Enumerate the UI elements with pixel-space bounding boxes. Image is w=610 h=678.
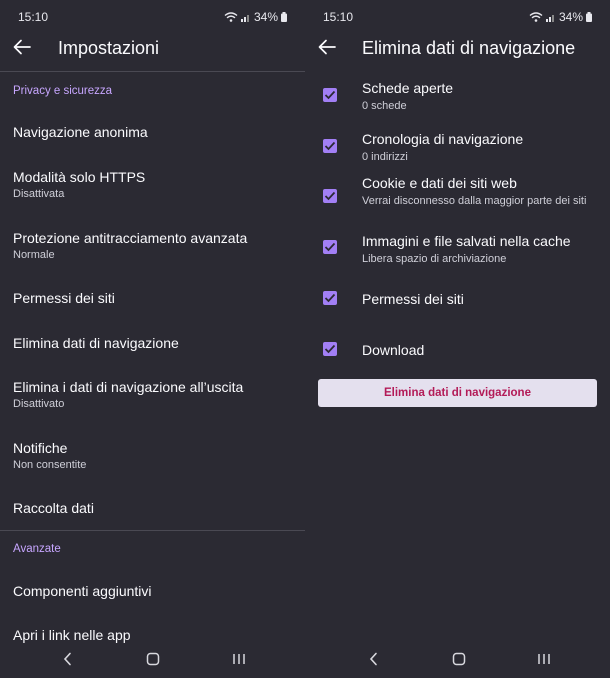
option-browsing-history[interactable] — [362, 131, 598, 164]
option-downloads[interactable] — [362, 342, 598, 358]
option-subtitle: Libera spazio di archiviazione — [362, 253, 507, 265]
checkbox-cookies-site-data[interactable] — [323, 189, 337, 203]
section-header-privacy: Privacy e sicurezza — [13, 85, 113, 97]
setting-title: Permessi dei siti — [13, 290, 115, 306]
system-nav-bar — [305, 648, 610, 672]
battery-icon — [586, 12, 592, 22]
setting-value: Disattivato — [13, 398, 65, 410]
signal-icon — [241, 12, 251, 22]
delete-browsing-data-button[interactable]: Elimina dati di navigazione — [318, 379, 597, 407]
recents-icon — [232, 652, 246, 666]
home-square-icon — [452, 652, 466, 666]
battery-icon — [281, 12, 287, 22]
setting-title: Modalità solo HTTPS — [13, 169, 146, 185]
setting-value: Disattivata — [13, 188, 65, 200]
option-site-permissions[interactable] — [362, 291, 598, 307]
recents-icon — [537, 652, 551, 666]
checkbox-open-tabs[interactable] — [323, 88, 337, 102]
option-title: Cookie e dati dei siti web — [362, 175, 517, 191]
option-subtitle: 0 indirizzi — [362, 151, 408, 163]
battery-level: 34% — [558, 10, 583, 24]
option-subtitle: Verrai disconnesso dalla maggior parte dei siti — [362, 195, 587, 207]
home-square-icon — [146, 652, 160, 666]
option-cookies-site-data[interactable] — [362, 175, 598, 208]
nav-recents-button[interactable] — [229, 652, 249, 668]
option-title: Schede aperte — [362, 80, 454, 96]
option-open-tabs[interactable] — [362, 80, 598, 113]
battery-level: 34% — [253, 10, 278, 24]
checkbox-site-permissions[interactable] — [323, 291, 337, 305]
section-header-advanced: Avanzate — [13, 543, 61, 555]
app-bar — [305, 30, 610, 66]
divider — [0, 530, 305, 531]
option-title: Download — [362, 342, 425, 358]
setting-title: Notifiche — [13, 440, 68, 456]
page-title: Impostazioni — [58, 38, 160, 58]
setting-title: Raccolta dati — [13, 500, 94, 516]
chevron-left-icon — [369, 652, 379, 666]
setting-delete-browsing-data[interactable] — [13, 335, 297, 351]
checkmark-icon — [324, 293, 336, 303]
setting-data-collection[interactable] — [13, 500, 297, 516]
setting-title: Apri i link nelle app — [13, 627, 131, 643]
status-icons — [224, 10, 287, 24]
arrow-left-icon — [12, 38, 32, 56]
checkmark-icon — [324, 141, 336, 151]
setting-open-links-in-apps[interactable] — [13, 627, 297, 643]
setting-title: Protezione antitracciamento avanzata — [13, 230, 248, 246]
setting-title: Elimina i dati di navigazione all’uscita — [13, 379, 244, 395]
setting-value: Normale — [13, 249, 55, 261]
checkbox-cached-images-files[interactable] — [323, 240, 337, 254]
nav-home-button[interactable] — [449, 652, 469, 668]
setting-notifications[interactable] — [13, 440, 297, 471]
setting-title: Componenti aggiuntivi — [13, 583, 152, 599]
nav-recents-button[interactable] — [534, 652, 554, 668]
wifi-icon — [529, 12, 543, 22]
checkbox-browsing-history[interactable] — [323, 139, 337, 153]
setting-site-permissions[interactable] — [13, 290, 297, 306]
setting-title: Navigazione anonima — [13, 124, 148, 140]
option-title: Cronologia di navigazione — [362, 131, 524, 147]
delete-browsing-data-screen — [305, 0, 610, 678]
back-button[interactable] — [12, 38, 32, 56]
nav-back-button[interactable] — [364, 652, 384, 668]
system-nav-bar — [0, 648, 305, 672]
setting-https-only[interactable] — [13, 169, 297, 200]
wifi-icon — [224, 12, 238, 22]
nav-home-button[interactable] — [143, 652, 163, 668]
setting-title: Elimina dati di navigazione — [13, 335, 179, 351]
setting-delete-data-on-quit[interactable] — [13, 379, 297, 410]
option-subtitle: 0 schede — [362, 100, 407, 112]
status-time: 15:10 — [18, 10, 49, 24]
status-bar — [18, 10, 287, 26]
setting-private-browsing[interactable] — [13, 124, 297, 140]
checkmark-icon — [324, 191, 336, 201]
setting-addons[interactable] — [13, 583, 297, 599]
option-title: Permessi dei siti — [362, 291, 464, 307]
checkmark-icon — [324, 90, 336, 100]
back-button[interactable] — [317, 38, 337, 56]
page-title: Elimina dati di navigazione — [362, 38, 576, 58]
setting-value: Non consentite — [13, 459, 87, 471]
arrow-left-icon — [317, 38, 337, 56]
option-cached-images-files[interactable] — [362, 233, 598, 266]
status-time: 15:10 — [323, 10, 354, 24]
divider — [0, 71, 305, 72]
setting-tracking-protection[interactable] — [13, 230, 297, 261]
checkmark-icon — [324, 344, 336, 354]
status-icons — [529, 10, 592, 24]
app-bar — [0, 30, 305, 66]
signal-icon — [546, 12, 556, 22]
option-title: Immagini e file salvati nella cache — [362, 233, 571, 249]
nav-back-button[interactable] — [58, 652, 78, 668]
chevron-left-icon — [63, 652, 73, 666]
checkmark-icon — [324, 242, 336, 252]
status-bar — [323, 10, 592, 26]
checkbox-downloads[interactable] — [323, 342, 337, 356]
